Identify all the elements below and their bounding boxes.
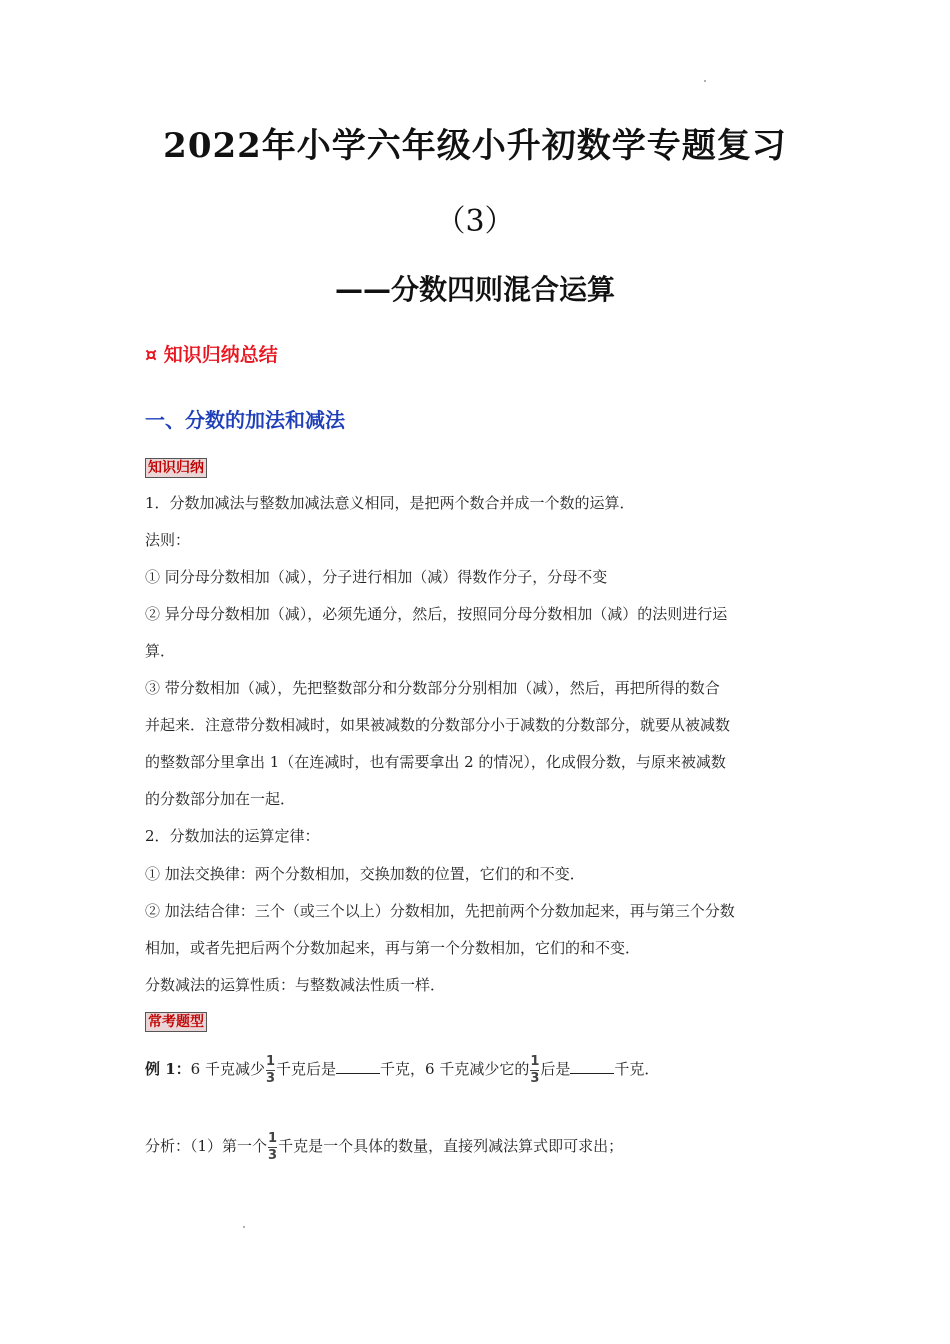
- body-line: 1．分数加减法与整数加减法意义相同，是把两个数合并成一个数的运算．: [145, 494, 635, 512]
- body-line: 的分数部分加在一起．: [145, 790, 296, 808]
- body-line: 的整数部分里拿出 1（在连减时，也有需要拿出 2 的情况），化成假分数，与原来被减数: [145, 753, 726, 771]
- fraction-one-third: $\frac{1}{3}$: [265, 1053, 276, 1086]
- body-line: ③ 带分数相加（减），先把整数部分和分数部分分别相加（减），然后，再把所得的数合: [145, 679, 720, 697]
- body-line: ② 加法结合律：三个（或三个以上）分数相加，先把前两个分数加起来，再与第三个分数: [145, 902, 735, 920]
- document-title: 2022年小学六年级小升初数学专题复习: [163, 126, 787, 166]
- example-1: [145, 1046, 810, 1092]
- fraction-one-third: $\frac{1}{3}$: [268, 1130, 278, 1163]
- scan-dot: [704, 80, 706, 82]
- body-line: 分数减法的运算性质：与整数减法性质一样．: [145, 976, 446, 994]
- body-line: ② 异分母分数相加（减），必须先通分，然后，按照同分母分数相加（减）的法则进行运: [145, 605, 728, 623]
- body-line: ① 加法交换律：两个分数相加，交换加数的位置，它们的和不变．: [145, 865, 585, 883]
- body-line: 相加，或者先把后两个分数加起来，再与第一个分数相加，它们的和不变．: [145, 939, 641, 957]
- example-text: 后是: [540, 1060, 571, 1078]
- example-label: 例 1：: [145, 1060, 191, 1078]
- document-title-number: （3）: [435, 204, 515, 239]
- example-text: 千克后是: [276, 1060, 337, 1078]
- section-heading-summary: ¤ 知识归纳总结: [145, 344, 278, 366]
- scan-dot: [243, 1226, 245, 1228]
- tag-knowledge-summary: 知识归纳: [145, 458, 207, 478]
- tag-common-questions: 常考题型: [145, 1012, 207, 1032]
- analysis-line: [145, 1123, 810, 1169]
- analysis-text: 分析：（1）第一个: [145, 1137, 268, 1155]
- fraction-one-third: $\frac{1}{3}$: [530, 1053, 540, 1086]
- example-text: 6 千克减少: [190, 1060, 265, 1078]
- example-text: 千克．: [614, 1060, 660, 1078]
- body-line: ① 同分母分数相加（减），分子进行相加（减）得数作分子，分母不变: [145, 568, 608, 586]
- answer-blank[interactable]: [336, 1059, 380, 1074]
- example-text: 千克，6 千克减少它的: [380, 1060, 530, 1078]
- body-line: 2．分数加法的运算定律：: [145, 827, 320, 845]
- body-line: 算．: [145, 642, 176, 660]
- section-heading-addition-subtraction: 一、分数的加法和减法: [145, 408, 345, 432]
- analysis-text: 千克是一个具体的数量，直接列减法算式即可求出；: [278, 1137, 624, 1155]
- document-subtitle: ——分数四则混合运算: [334, 273, 615, 306]
- answer-blank[interactable]: [570, 1059, 614, 1074]
- body-line: 法则：: [145, 531, 191, 549]
- body-line: 并起来．注意带分数相减时，如果被减数的分数部分小于减数的分数部分，就要从被减数: [145, 716, 731, 734]
